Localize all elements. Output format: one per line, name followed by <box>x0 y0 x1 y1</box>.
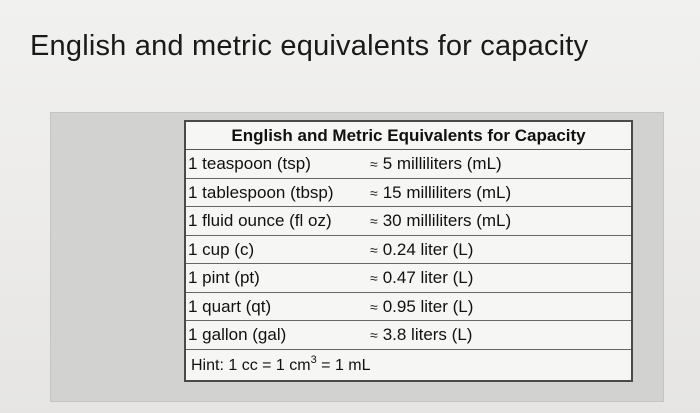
approx-symbol: ≈ <box>370 270 378 286</box>
metric-equivalent <box>370 321 472 350</box>
metric-value: 15 milliliters (mL) <box>382 182 512 202</box>
slide-title: English and metric equivalents for capacity <box>30 30 589 62</box>
hint-suffix: = 1 mL <box>316 356 371 374</box>
hint-row <box>186 350 631 381</box>
hint-superscript: 3 <box>310 353 317 366</box>
metric-equivalent <box>370 264 473 293</box>
table-row <box>186 236 631 265</box>
approx-symbol: ≈ <box>370 184 378 201</box>
table-row <box>186 207 631 236</box>
table-row <box>186 321 631 350</box>
metric-value: 0.47 liter (L) <box>382 268 474 287</box>
table-header: English and Metric Equivalents for Capacity <box>186 122 631 150</box>
metric-equivalent <box>370 293 473 322</box>
table-row <box>186 293 631 322</box>
approx-symbol: ≈ <box>370 327 378 343</box>
table-row <box>186 150 631 179</box>
metric-value: 30 milliliters (mL) <box>382 211 512 230</box>
english-unit: 1 tablespoon (tbsp) <box>188 182 334 202</box>
table-row <box>186 179 631 208</box>
metric-equivalent <box>370 179 511 208</box>
approx-symbol: ≈ <box>370 213 378 229</box>
approx-symbol: ≈ <box>370 156 378 172</box>
english-unit: 1 gallon (gal) <box>188 325 287 344</box>
english-unit: 1 pint (pt) <box>188 268 260 287</box>
english-unit: 1 cup (c) <box>188 239 255 259</box>
metric-equivalent <box>370 207 511 236</box>
english-unit: 1 teaspoon (tsp) <box>188 154 311 173</box>
metric-value: 0.95 liter (L) <box>382 296 474 316</box>
metric-equivalent <box>370 236 473 265</box>
approx-symbol: ≈ <box>370 241 378 258</box>
metric-value: 5 milliliters (mL) <box>382 154 502 173</box>
english-unit: 1 fluid ounce (fl oz) <box>188 211 332 230</box>
hint-prefix: Hint: 1 cc = 1 cm <box>191 356 311 374</box>
approx-symbol: ≈ <box>370 298 378 315</box>
metric-equivalent <box>370 150 502 179</box>
table-row <box>186 264 631 293</box>
equivalents-table <box>184 120 633 382</box>
metric-value: 0.24 liter (L) <box>382 239 474 259</box>
metric-value: 3.8 liters (L) <box>382 325 473 344</box>
english-unit: 1 quart (qt) <box>188 296 272 316</box>
